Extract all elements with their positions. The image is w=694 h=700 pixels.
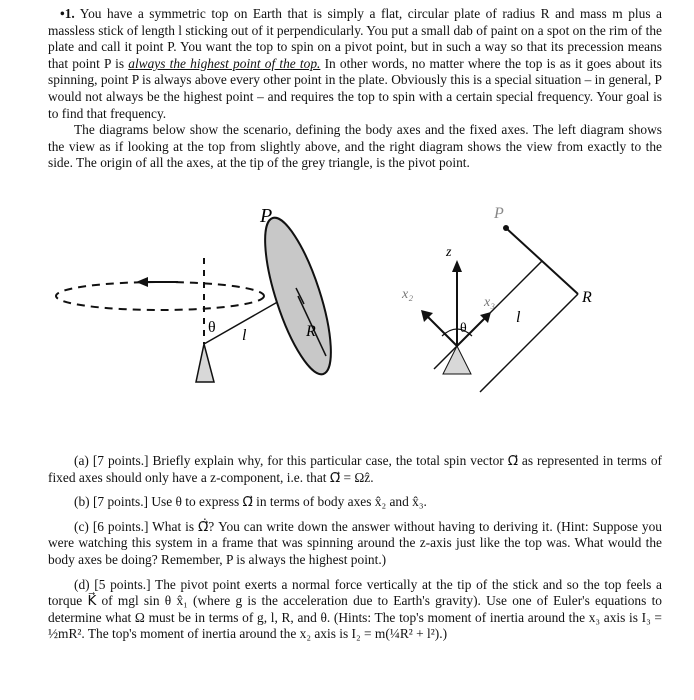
right-label-R: R [582, 288, 592, 306]
z-arrowhead [452, 260, 462, 272]
right-stick [457, 261, 542, 346]
problem-intro [48, 6, 662, 122]
left-diagram [56, 205, 344, 382]
pivot-triangle [196, 344, 214, 382]
diagram-description: The diagrams below show the scenario, defining the body axes and the fixed axes. The left diagram shows the view as if looking at the top from slightly above, and the right diagram shows the view from exactly to the side. The origin of all the axes, at the tip of the grey triangle, is the pivot point. [48, 122, 662, 171]
point-P-dot [503, 225, 509, 231]
left-label-P: P [260, 204, 273, 227]
right-label-z: z [446, 244, 452, 260]
figure [48, 196, 662, 411]
left-label-theta: θ [208, 318, 216, 336]
part-c: (c) [6 points.] What is Ω⃗̇? You can write down the answer without having to deriving it. (Hint: Suppose you were watching this system in a frame that was spinning around the z-axis just like the top was. What would the body axes be doing? Remember, P is always the highest point.) [48, 518, 662, 567]
right-label-x3: x₃ [484, 294, 496, 310]
disc-edge [506, 228, 578, 294]
figure-svg [48, 196, 662, 411]
right-label-l: l [516, 308, 521, 326]
right-label-P: P [494, 204, 504, 222]
intro-rest: In other words, no matter where the top is as it goes about its spinning, point P is always above every other point in the plate. Obviously this is a special situation – in general, P would not always be the highest point – and requires the top to spin with a certain special frequency. Your goal is to find that frequency. [48, 55, 662, 121]
question-parts [48, 453, 662, 651]
part-d: (d) [5 points.] The pivot point exerts a normal force vertically at the tip of the stick and so the top feels a torque K⃗ of mgl sin θ x̂₁ (where g is the acceleration due to Earth's gravity). Use one of Euler's equations to determine what Ω must be in terms of g, l, R, and θ. (Hints: The top's moment of inertia around the x₃ axis is I₃ = ½mR². The top's moment of inertia around the x₂ axis is I₂ = m(¼R² + l²).) [48, 576, 662, 642]
intro-text: You have a symmetric top on Earth that is simply a flat, circular plate of radius R and mass m plus a massless stick of length l sticking out of it perpendicularly. You put a small dab of paint on a spot on the rim of the plate and call it point P. You want the top to spin on a pivot point, but in such a way so that its precession means that point P is [48, 6, 662, 71]
x2-axis [426, 315, 457, 346]
problem-number: •1. [60, 6, 75, 21]
part-a: (a) [7 points.] Briefly explain why, for this particular case, the total spin vector Ω⃗ as represented in terms of fixed axes should only have a z-component, i.e. that Ω⃗ = Ωẑ. [48, 453, 662, 485]
precession-ellipse [56, 282, 264, 310]
underlined-phrase: always the highest point of the top. [128, 55, 321, 71]
left-label-l: l [242, 326, 247, 344]
right-label-x2: x₂ [402, 286, 414, 302]
problem-text [48, 6, 662, 411]
part-b: (b) [7 points.] Use θ to express Ω⃗ in terms of body axes x̂₂ and x̂₃. [74, 494, 427, 510]
right-diagram [401, 205, 592, 392]
right-label-theta: θ [460, 320, 467, 336]
precession-arrowhead [136, 277, 148, 287]
right-pivot-triangle [443, 346, 471, 374]
left-label-R: R [306, 322, 316, 340]
